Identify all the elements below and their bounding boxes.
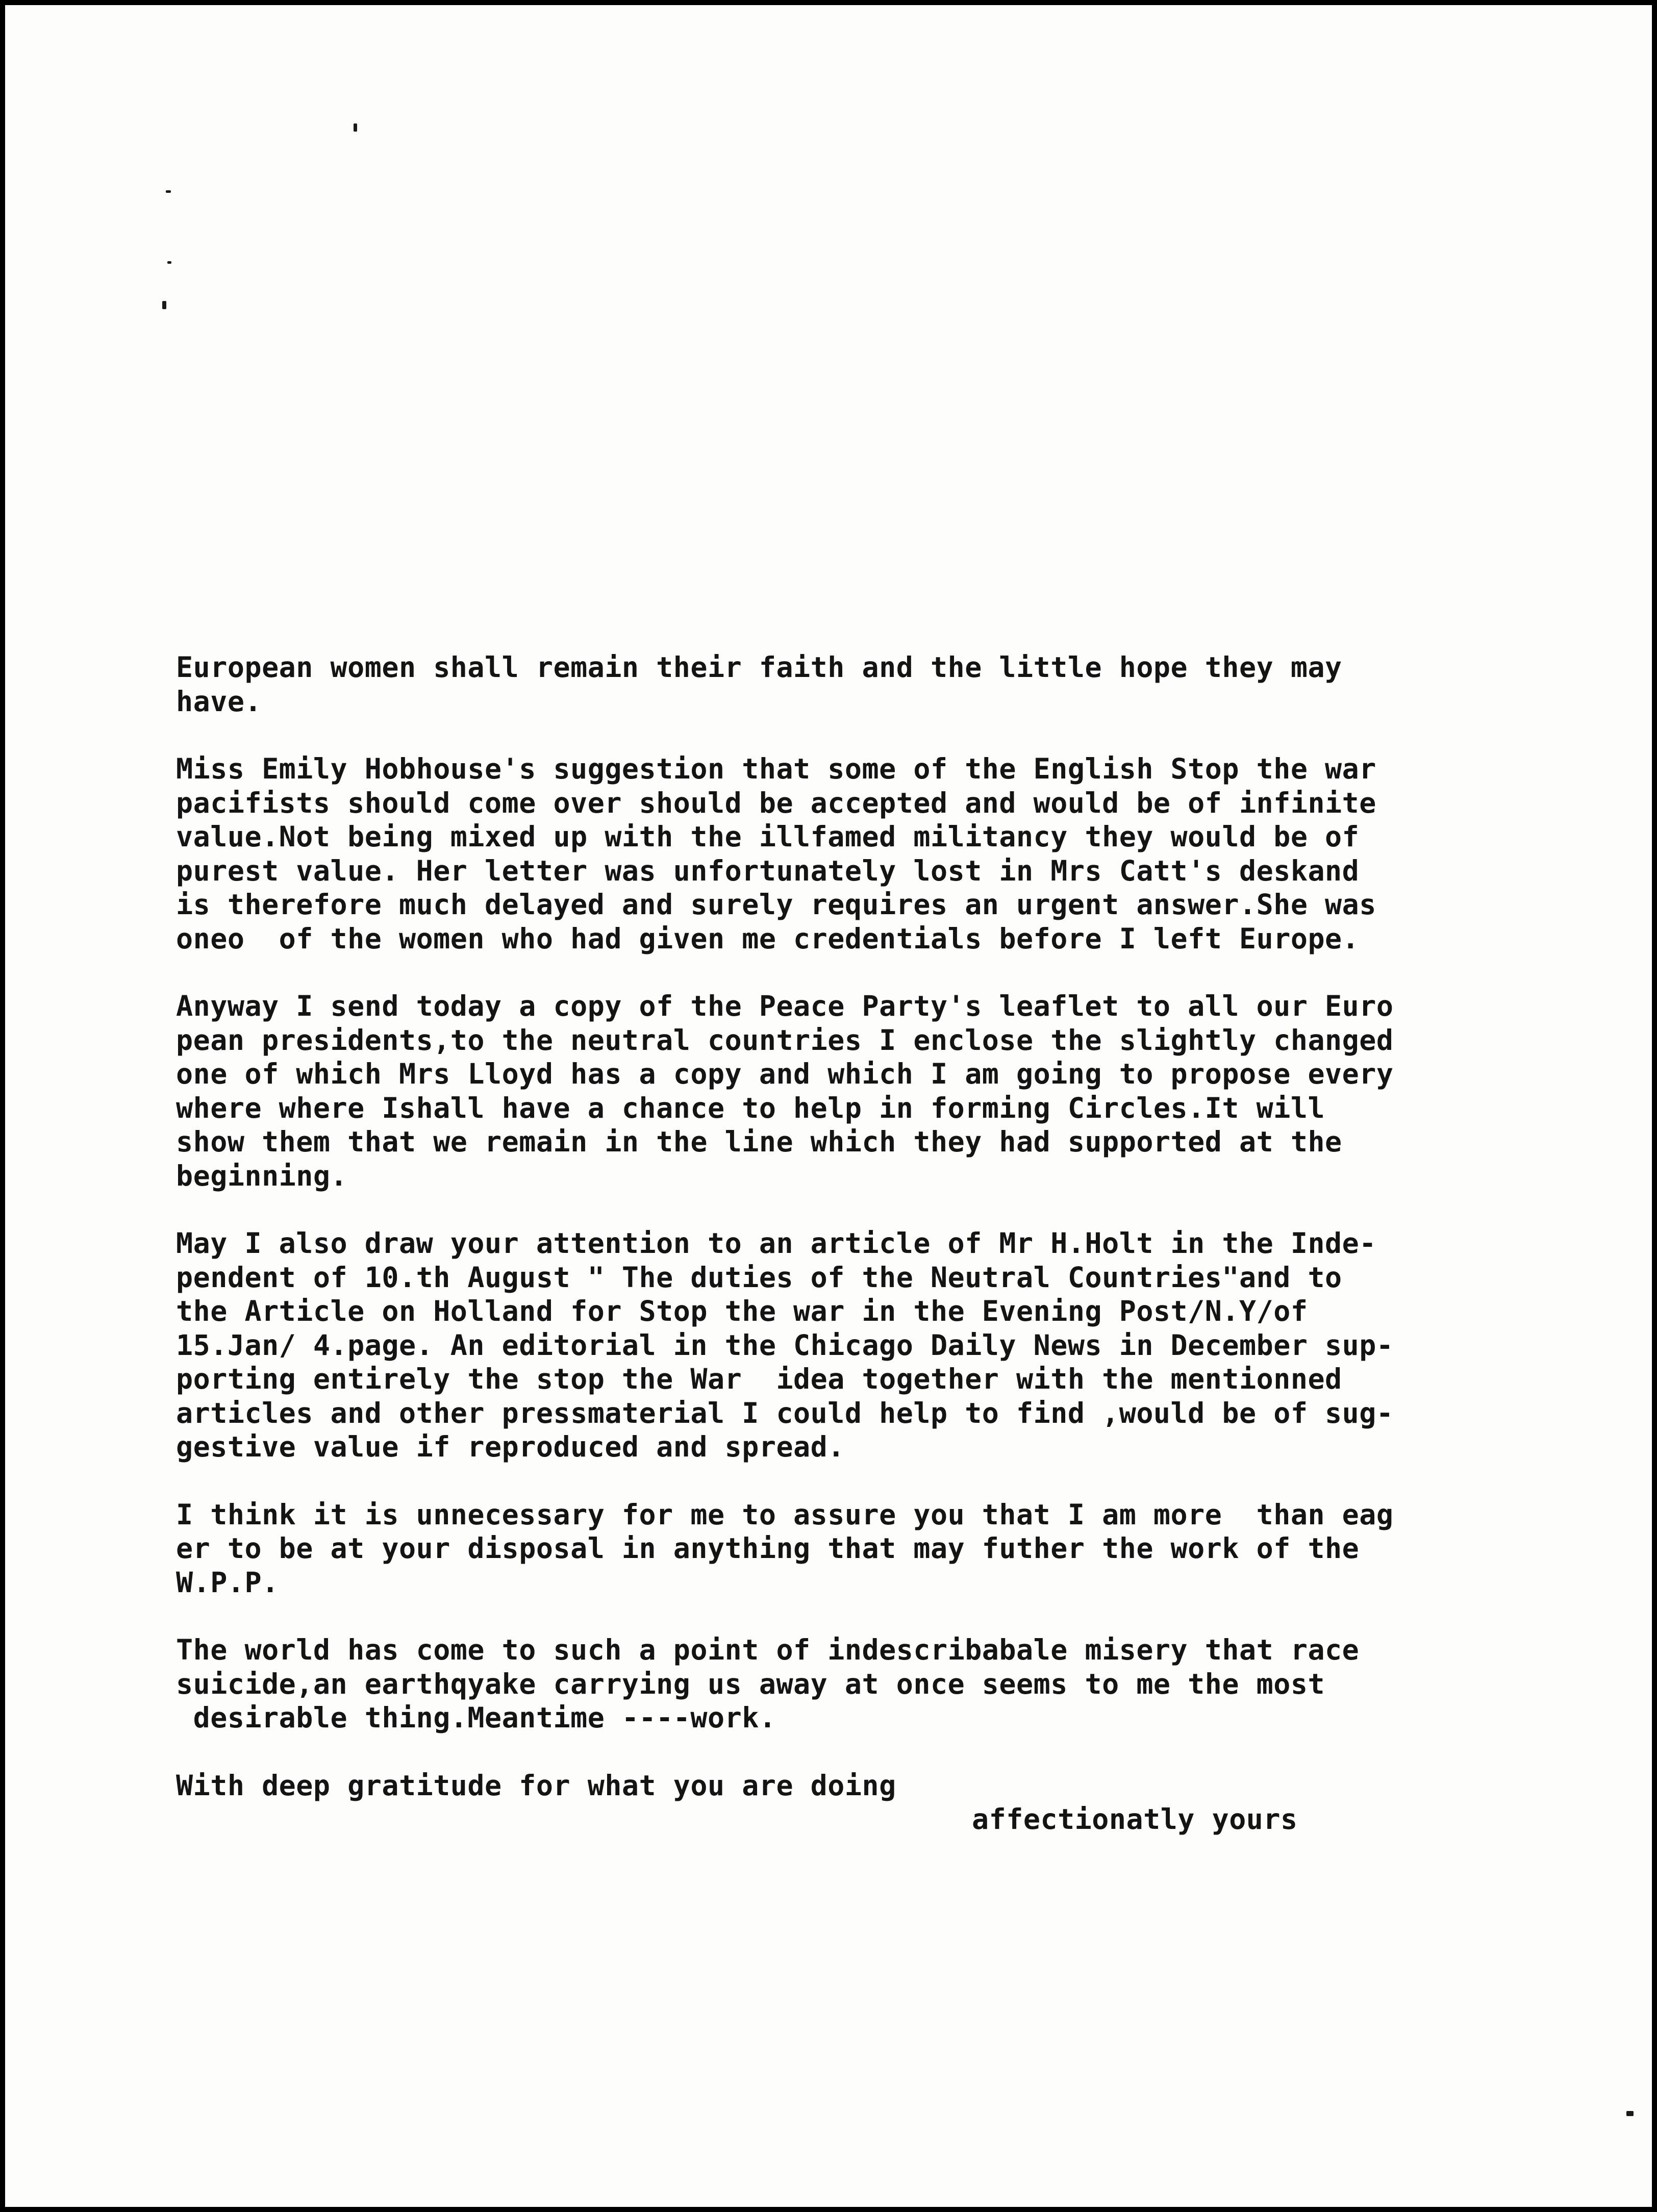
- paragraph-disposal: [176, 1498, 1574, 1600]
- ink-speck: [162, 301, 166, 309]
- text-line: pacifists should come over should be accepted and would be of infinite: [176, 786, 1376, 819]
- closing-signoff: affectionatly yours: [972, 1803, 1298, 1836]
- paragraph-hobhouse-suggestion: [176, 752, 1574, 956]
- text-line: porting entirely the stop the War idea together with the mentionned: [176, 1363, 1342, 1395]
- text-line: have.: [176, 685, 262, 718]
- text-line: is therefore much delayed and surely requires an urgent answer.She was: [176, 888, 1376, 921]
- closing-gratitude-line: With deep gratitude for what you are doing: [176, 1769, 896, 1802]
- letter-body: [176, 650, 1574, 1837]
- text-line: suicide,an earthqyake carrying us away at once seems to me the most: [176, 1667, 1325, 1700]
- letter-closing: [176, 1769, 1574, 1837]
- text-line: European women shall remain their faith and the little hope they may: [176, 651, 1342, 684]
- paragraph-peace-party-leaflet: [176, 989, 1574, 1193]
- ink-speck: [167, 261, 171, 264]
- text-line: oneo of the women who had given me credentials before I left Europe.: [176, 922, 1360, 955]
- text-line: value.Not being mixed up with the illfamed militancy they would be of: [176, 820, 1360, 853]
- text-line: pendent of 10.th August " The duties of the Neutral Countries"and to: [176, 1261, 1342, 1294]
- text-line: where where Ishall have a chance to help in forming Circles.It will: [176, 1091, 1325, 1124]
- text-line: Anyway I send today a copy of the Peace Party's leaflet to all our Euro: [176, 990, 1394, 1022]
- document-page: [5, 5, 1652, 2207]
- text-line: purest value. Her letter was unfortunately lost in Mrs Catt's deskand: [176, 854, 1360, 887]
- paragraph-articles: [176, 1226, 1574, 1464]
- text-line: show them that we remain in the line which they had supported at the: [176, 1125, 1342, 1158]
- ink-speck: [354, 123, 357, 132]
- text-line: I think it is unnecessary for me to assure you that I am more than eag: [176, 1498, 1394, 1531]
- text-line: 15.Jan/ 4.page. An editorial in the Chicago Daily News in December sup-: [176, 1328, 1394, 1362]
- paragraph-european-women: [176, 650, 1574, 718]
- text-line: desirable thing.Meantime ----work.: [176, 1701, 776, 1734]
- ink-speck: [166, 190, 171, 193]
- text-line: er to be at your disposal in anything that may futher the work of the: [176, 1532, 1360, 1565]
- text-line: beginning.: [176, 1159, 348, 1192]
- text-line: one of which Mrs Lloyd has a copy and which I am going to propose every: [176, 1058, 1394, 1090]
- text-line: gestive value if reproduced and spread.: [176, 1430, 845, 1463]
- text-line: W.P.P.: [176, 1566, 279, 1599]
- text-line: Miss Emily Hobhouse's suggestion that some of the English Stop the war: [176, 752, 1376, 785]
- paragraph-world-misery: [176, 1633, 1574, 1735]
- text-line: May I also draw your attention to an article of Mr H.Holt in the Inde-: [176, 1227, 1376, 1260]
- ink-speck: [1626, 2111, 1634, 2116]
- text-line: articles and other pressmaterial I could help to find ,would be of sug-: [176, 1396, 1394, 1429]
- text-line: pean presidents,to the neutral countries I enclose the slightly changed: [176, 1023, 1394, 1057]
- text-line: the Article on Holland for Stop the war in the Evening Post/N.Y/of: [176, 1295, 1308, 1327]
- text-line: The world has come to such a point of indescribabale misery that race: [176, 1633, 1360, 1666]
